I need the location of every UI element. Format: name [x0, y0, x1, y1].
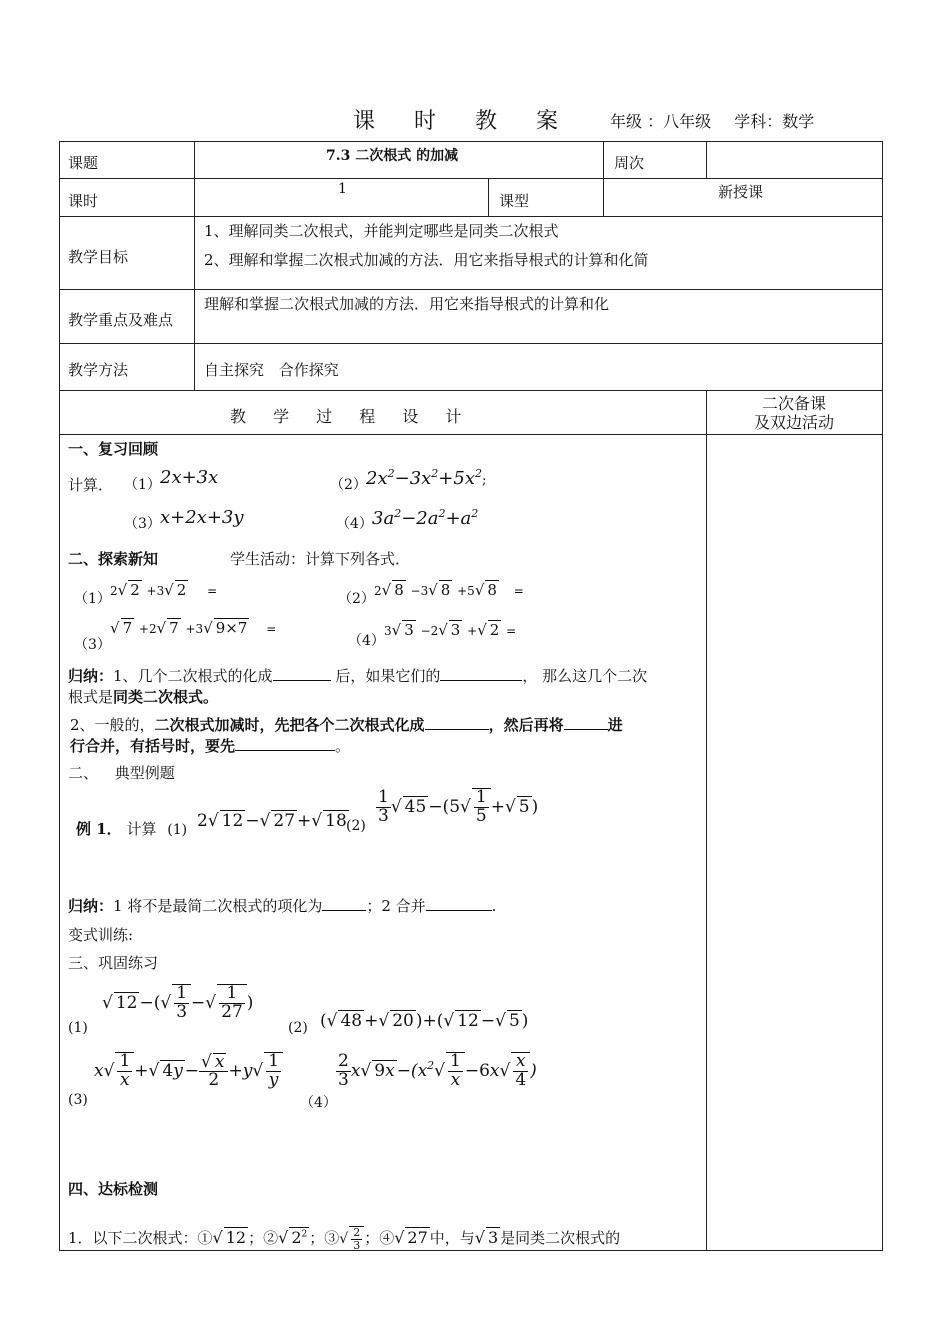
- test-1-text-f: 是同类二次根式的: [500, 1229, 621, 1248]
- q3-number: （3）: [124, 516, 161, 532]
- q4-expression: $3a^2-2a^2+a^2$: [372, 507, 479, 529]
- section-explore-title: 二、探索新知: [68, 550, 159, 568]
- example-1-q2-number: (2): [346, 818, 366, 834]
- practice-4-expression: $\frac{2}{3}$ x√ $9x -(x^2√$ $\frac{1}{x}$ −6x√ $\frac{x}{4}$ ): [338, 1051, 537, 1090]
- section-practice-title: 三、巩固练习: [68, 954, 159, 972]
- explore-q4-number: （4）: [348, 633, 385, 649]
- label-topic: 课题: [68, 154, 99, 172]
- practice-4-number: （4）: [300, 1095, 337, 1111]
- test-1-text-d: ；④: [364, 1229, 395, 1248]
- blank-3[interactable]: [425, 715, 489, 730]
- test-1-text-c: ；③: [309, 1229, 340, 1248]
- label-method: 教学方法: [68, 361, 129, 379]
- practice-2-number: (2): [288, 1020, 308, 1036]
- calc-label: 计算．: [68, 476, 114, 494]
- label-key: 教学重点及难点: [68, 311, 174, 329]
- hours-value: 1: [338, 181, 347, 197]
- topic-value: 7.3 二次根式 的加减: [326, 148, 459, 164]
- summary-3-text-b: ；2 合并: [366, 897, 426, 915]
- q4-number: （4）: [336, 516, 373, 532]
- practice-3-expression: x√ $\frac{1}{x}$ +√ 4y − $\frac{√ x}{2}$ +y√ $\frac{1}{y}$: [94, 1052, 283, 1090]
- label-type: 课型: [499, 192, 530, 210]
- q3-expression: x+2x+3y: [160, 507, 244, 528]
- test-1-text-a: 1．以下二次根式：①: [68, 1229, 213, 1248]
- side-title-line2: 及双边活动: [753, 413, 834, 432]
- summary-1-text-e: 同类二次根式。: [113, 688, 219, 706]
- blank-6[interactable]: [322, 896, 366, 911]
- summary-3-text-c: .: [491, 897, 497, 915]
- q2-expression: $2x^2-3x^2+5x^2$;: [366, 467, 487, 489]
- summary-3: [68, 895, 496, 916]
- explore-q1-expression: 2√ 2 +3√ 2 =: [110, 581, 218, 599]
- practice-2-expression: (√ 48 +√ 20 )+(√ 12 −√ 5 ): [320, 1011, 529, 1031]
- summary-1-text-a: 1、几个二次根式的化成: [113, 667, 273, 685]
- example-1-calc: 计算: [126, 820, 157, 838]
- example-1-q1-number: (1): [167, 822, 188, 838]
- blank-1[interactable]: [273, 666, 331, 681]
- blank-7[interactable]: [426, 896, 492, 911]
- key-value: 理解和掌握二次根式加减的方法．用它来指导根式的计算和化: [204, 295, 610, 313]
- test-1-text-b: ；②: [248, 1229, 279, 1248]
- section-review-title: 一、复习回顾: [68, 440, 159, 458]
- example-1: [76, 818, 187, 839]
- subject-label: 学科：数学: [734, 112, 815, 131]
- summary-1-text-d: 根式是: [68, 688, 114, 706]
- type-value: 新授课: [718, 183, 764, 201]
- example-1-q2-expression: $\frac{1}{3}$ √ 45 −(5√ $\frac{1}{5}$ +√ 5 ): [378, 787, 539, 826]
- practice-1-expression: √ 12 −(√ $\frac{1}{3}$ −√ $\frac{1}{27}$ ): [102, 983, 254, 1022]
- summary-2-text-a: 2、一般的，: [70, 716, 155, 734]
- explore-q2-number: （2）: [338, 591, 375, 607]
- summary-1-label: 归纳：: [68, 667, 114, 685]
- label-week: 周次: [614, 154, 645, 172]
- explore-q2-expression: 2√ 8 −3√ 8 +5√ 8 =: [374, 581, 524, 599]
- test-1-text-e: 中，与: [429, 1229, 475, 1248]
- summary-1-text-c: ， 那么这几个二次: [522, 667, 648, 685]
- blank-5[interactable]: [235, 736, 335, 751]
- summary-2: [70, 715, 702, 757]
- test-question-1: 1．以下二次根式：①√ 12 ；②√ $2^2$ ；③√ $\frac{2}{3}$ ；④√ 27 中，与√ 3 是同类二次根式的: [68, 1226, 621, 1252]
- summary-1-text-b: 后，如果它们的: [335, 667, 441, 685]
- explore-q3-number: （3）: [74, 637, 111, 653]
- summary-1: [68, 666, 700, 708]
- side-title: [706, 394, 882, 432]
- example-1-q1-expression: 2√ 12 −√ 27 +√ 18: [197, 811, 347, 831]
- grade-label: 年级 ：八年级: [610, 112, 712, 131]
- label-hours: 课时: [68, 192, 99, 210]
- summary-3-text-a: 1 将不是最简二次根式的项化为: [113, 897, 323, 915]
- q1-expression: 2x+3x: [160, 467, 219, 488]
- header-meta: [610, 109, 832, 132]
- method-value: 自主探究 合作探究: [204, 361, 339, 379]
- page-title: 课 时 教 案: [353, 109, 574, 134]
- q1-number: （1）: [124, 477, 161, 493]
- section-test-title: 四、达标检测: [68, 1180, 159, 1198]
- explore-q4-expression: 3√ 3 −2√ 3 +√ 2 =: [384, 621, 517, 639]
- summary-3-label: 归纳：: [68, 897, 114, 915]
- side-title-line1: 二次备课: [761, 394, 826, 413]
- goal-2: 2、理解和掌握二次根式加减的方法．用它来指导根式的计算和化简: [204, 251, 649, 269]
- explore-q3-expression: √ 7 +2√ 7 +3√ 9×7 =: [110, 619, 277, 637]
- blank-2[interactable]: [440, 666, 522, 681]
- q2-number: （2）: [330, 477, 367, 493]
- process-title: 教 学 过 程 设 计: [230, 407, 462, 426]
- summary-2-text-f: 。: [335, 737, 351, 755]
- goal-1: 1、理解同类二次根式，并能判定哪些是同类二次根式: [204, 222, 559, 240]
- practice-3-number: (3): [68, 1092, 88, 1108]
- student-activity: 学生活动：计算下列各式．: [230, 550, 411, 568]
- explore-q1-number: （1）: [74, 591, 111, 607]
- blank-4[interactable]: [564, 715, 608, 730]
- summary-2-text-e: 行合并，有括号时，要先: [70, 737, 236, 755]
- variant-training: 变式训练:: [68, 926, 134, 944]
- summary-2-text-c: ，然后再将: [488, 716, 564, 734]
- practice-1-number: (1): [68, 1020, 88, 1036]
- summary-2-text-d: 进: [607, 716, 623, 734]
- label-goal: 教学目标: [68, 248, 129, 266]
- example-1-label: 例 1．: [76, 820, 122, 838]
- section-examples-title: 二、 典型例题: [68, 764, 175, 782]
- summary-2-text-b: 二次根式加减时，先把各个二次根式化成: [154, 716, 425, 734]
